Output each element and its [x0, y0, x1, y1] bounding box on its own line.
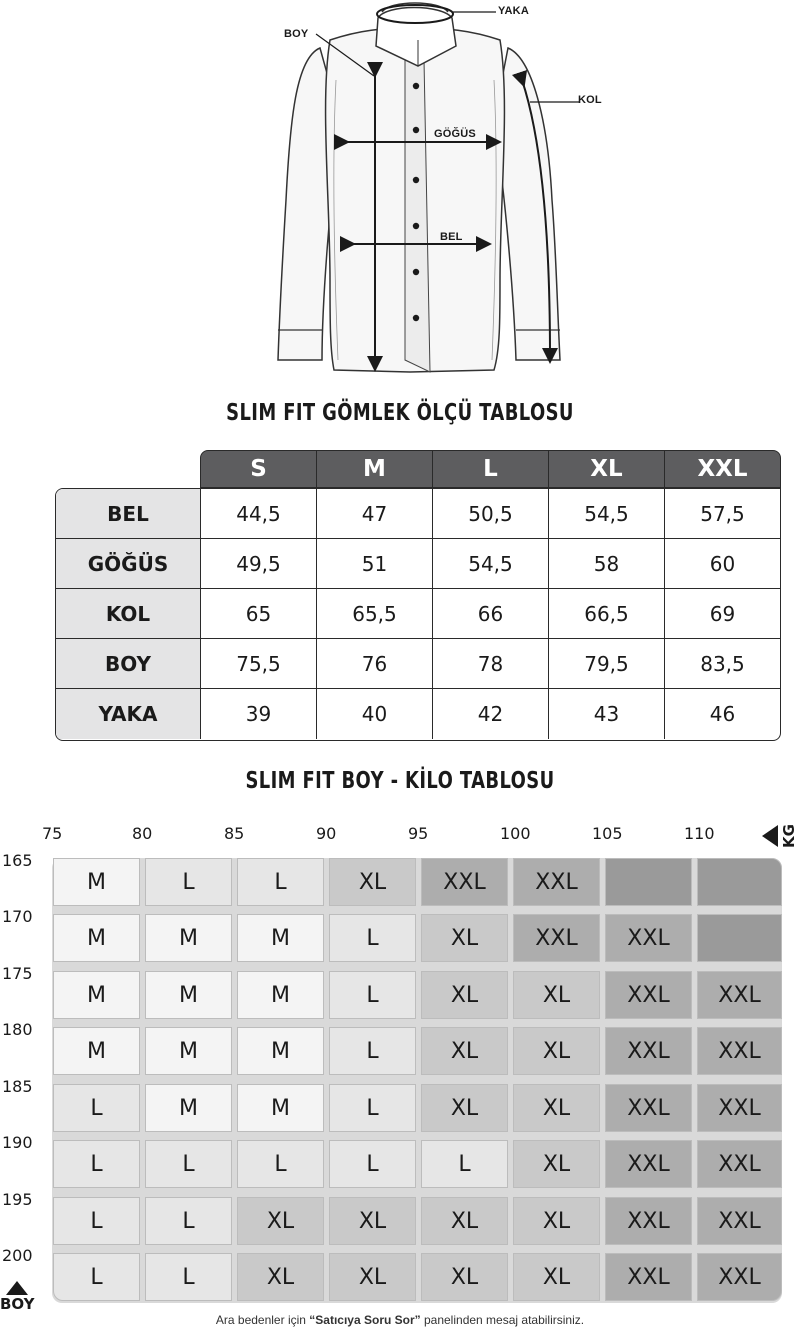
size-cell: XL: [329, 858, 416, 906]
footnote-highlight: “Satıcıya Soru Sor”: [309, 1313, 421, 1327]
table-cell: 65: [201, 589, 317, 638]
size-cell: XL: [421, 1084, 508, 1132]
table-cell: 39: [201, 689, 317, 739]
row-label: KOL: [56, 589, 201, 638]
size-cell: M: [237, 1027, 324, 1075]
size-header-s: S: [201, 451, 317, 487]
kg-tick-label: 75: [42, 824, 63, 843]
size-cell: M: [237, 1084, 324, 1132]
size-cell: L: [53, 1253, 140, 1301]
size-cell: M: [53, 914, 140, 962]
size-cell: M: [237, 971, 324, 1019]
table-cell: 75,5: [201, 639, 317, 688]
row-label: BOY: [56, 639, 201, 688]
footnote-text-before: Ara bedenler için: [215, 1313, 310, 1327]
size-cell: XXL: [605, 1027, 692, 1075]
table-cell: 44,5: [201, 489, 317, 538]
table-cell: 60: [709, 551, 736, 576]
table-cell: 54,5: [549, 489, 665, 538]
footnote-text-after: panelinden mesaj atabilirsiniz.: [420, 1313, 585, 1327]
size-cell: XXL: [605, 1140, 692, 1188]
row-label: GÖĞÜS: [56, 539, 201, 588]
label-boy: BOY: [284, 28, 309, 40]
shirt-illustration: [0, 0, 800, 385]
size-table-body: [55, 488, 781, 741]
size-cell: L: [53, 1140, 140, 1188]
size-cell: L: [237, 858, 324, 906]
footnote: [0, 1313, 800, 1327]
table-cell: 47: [317, 489, 433, 538]
table-cell: 42: [433, 689, 549, 739]
size-cell: XXL: [697, 1197, 782, 1245]
size-cell: XXL: [697, 1084, 782, 1132]
size-header-l: L: [433, 451, 549, 487]
size-cell: XL: [513, 1253, 600, 1301]
table-cell: 79,5: [549, 639, 665, 688]
size-cell: XXL: [605, 971, 692, 1019]
kg-axis-label-wrap: [778, 823, 800, 849]
size-cell: XXL: [513, 914, 600, 962]
size-cell: L: [329, 971, 416, 1019]
table-cell: 40: [317, 689, 433, 739]
size-chart-title: SLIM FIT GÖMLEK ÖLÇÜ TABLOSU: [226, 400, 574, 426]
boy-arrow-icon: [6, 1281, 28, 1295]
size-cell: M: [53, 971, 140, 1019]
table-row: [56, 589, 780, 639]
table-cell: 51: [317, 539, 433, 588]
kg-tick-label: 105: [592, 824, 623, 843]
size-cell: L: [329, 914, 416, 962]
size-cell: L: [145, 1140, 232, 1188]
boy-tick-label: 200: [2, 1246, 33, 1265]
kg-tick-label: 90: [316, 824, 337, 843]
size-cell: M: [53, 1027, 140, 1075]
table-cell: 65,5: [317, 589, 433, 638]
label-bel: BEL: [440, 231, 463, 243]
size-cell: XXL: [605, 1253, 692, 1301]
kg-arrow-icon: [762, 825, 778, 847]
table-cell: 58: [549, 539, 665, 588]
size-cell: XL: [329, 1253, 416, 1301]
size-cell: XXL: [697, 971, 782, 1019]
boy-axis-label: BOY: [0, 1295, 35, 1313]
size-chart-table: [55, 450, 781, 741]
size-cell-empty: [605, 858, 692, 906]
size-cell: L: [237, 1140, 324, 1188]
size-cell: XL: [513, 971, 600, 1019]
boy-tick-label: 180: [2, 1020, 33, 1039]
size-header-row: [200, 450, 781, 488]
size-cell: M: [237, 914, 324, 962]
table-cell: 76: [317, 639, 433, 688]
size-cell: XL: [421, 1253, 508, 1301]
table-cell: 49,5: [201, 539, 317, 588]
shirt-measurement-diagram: [0, 0, 800, 385]
size-cell: M: [145, 914, 232, 962]
size-cell: XL: [237, 1253, 324, 1301]
size-cell: M: [145, 1027, 232, 1075]
kg-tick-label: 85: [224, 824, 245, 843]
size-cell: L: [329, 1140, 416, 1188]
size-cell: L: [329, 1084, 416, 1132]
label-yaka: YAKA: [498, 5, 529, 17]
size-cell: L: [329, 1027, 416, 1075]
table-cell: 54,5: [433, 539, 549, 588]
row-label: BEL: [56, 489, 201, 538]
size-cell: XXL: [697, 1253, 782, 1301]
size-cell-empty: [697, 858, 782, 906]
size-cell: XL: [421, 971, 508, 1019]
size-cell-empty: [697, 914, 782, 962]
kg-tick-label: 100: [500, 824, 531, 843]
size-cell: M: [145, 971, 232, 1019]
size-cell: XXL: [697, 1027, 782, 1075]
table-cell: 50,5: [433, 489, 549, 538]
size-header-xxl: XXL: [697, 456, 748, 482]
size-cell: L: [421, 1140, 508, 1188]
table-cell: 57,5: [700, 501, 745, 526]
table-cell: 78: [433, 639, 549, 688]
table-cell: 46: [709, 702, 736, 726]
size-cell: XL: [421, 1027, 508, 1075]
size-cell: XL: [513, 1027, 600, 1075]
size-cell: XXL: [605, 1197, 692, 1245]
size-cell: XL: [513, 1084, 600, 1132]
size-cell: XL: [329, 1197, 416, 1245]
kg-axis-label: KG: [780, 824, 798, 848]
table-cell: 66,5: [549, 589, 665, 638]
table-row: [56, 689, 780, 739]
size-cell: XXL: [697, 1140, 782, 1188]
table-cell: 69: [709, 601, 736, 626]
size-cell: XL: [421, 914, 508, 962]
height-weight-grid: [0, 815, 800, 1315]
size-header-xl: XL: [549, 451, 665, 487]
size-cell: XL: [421, 1197, 508, 1245]
size-cell: XXL: [605, 1084, 692, 1132]
size-cell: XXL: [421, 858, 508, 906]
size-cell: L: [53, 1197, 140, 1245]
size-cell: XL: [237, 1197, 324, 1245]
table-row: [56, 539, 780, 589]
size-cell: L: [145, 858, 232, 906]
boy-tick-label: 175: [2, 964, 33, 983]
boy-tick-label: 185: [2, 1077, 33, 1096]
table-cell: 43: [549, 689, 665, 739]
boy-tick-label: 170: [2, 907, 33, 926]
size-cell: XXL: [605, 914, 692, 962]
label-gogus: GÖĞÜS: [434, 128, 476, 140]
size-cell: L: [53, 1084, 140, 1132]
boy-tick-label: 190: [2, 1133, 33, 1152]
table-row: [56, 489, 780, 539]
size-cell: XL: [513, 1140, 600, 1188]
size-header-m: M: [317, 451, 433, 487]
kg-tick-label: 95: [408, 824, 429, 843]
kg-tick-label: 110: [684, 824, 715, 843]
label-kol: KOL: [578, 94, 602, 106]
boy-tick-label: 165: [2, 851, 33, 870]
size-cell: M: [53, 858, 140, 906]
height-weight-title: SLIM FIT BOY - KİLO TABLOSU: [245, 768, 555, 794]
size-cell: M: [145, 1084, 232, 1132]
size-cell: L: [145, 1197, 232, 1245]
kg-tick-label: 80: [132, 824, 153, 843]
boy-tick-label: 195: [2, 1190, 33, 1209]
size-cell: XXL: [513, 858, 600, 906]
size-cell: L: [145, 1253, 232, 1301]
table-cell: 83,5: [700, 651, 745, 676]
size-cell: XL: [513, 1197, 600, 1245]
table-cell: 66: [433, 589, 549, 638]
row-label: YAKA: [56, 689, 201, 739]
table-row: [56, 639, 780, 689]
